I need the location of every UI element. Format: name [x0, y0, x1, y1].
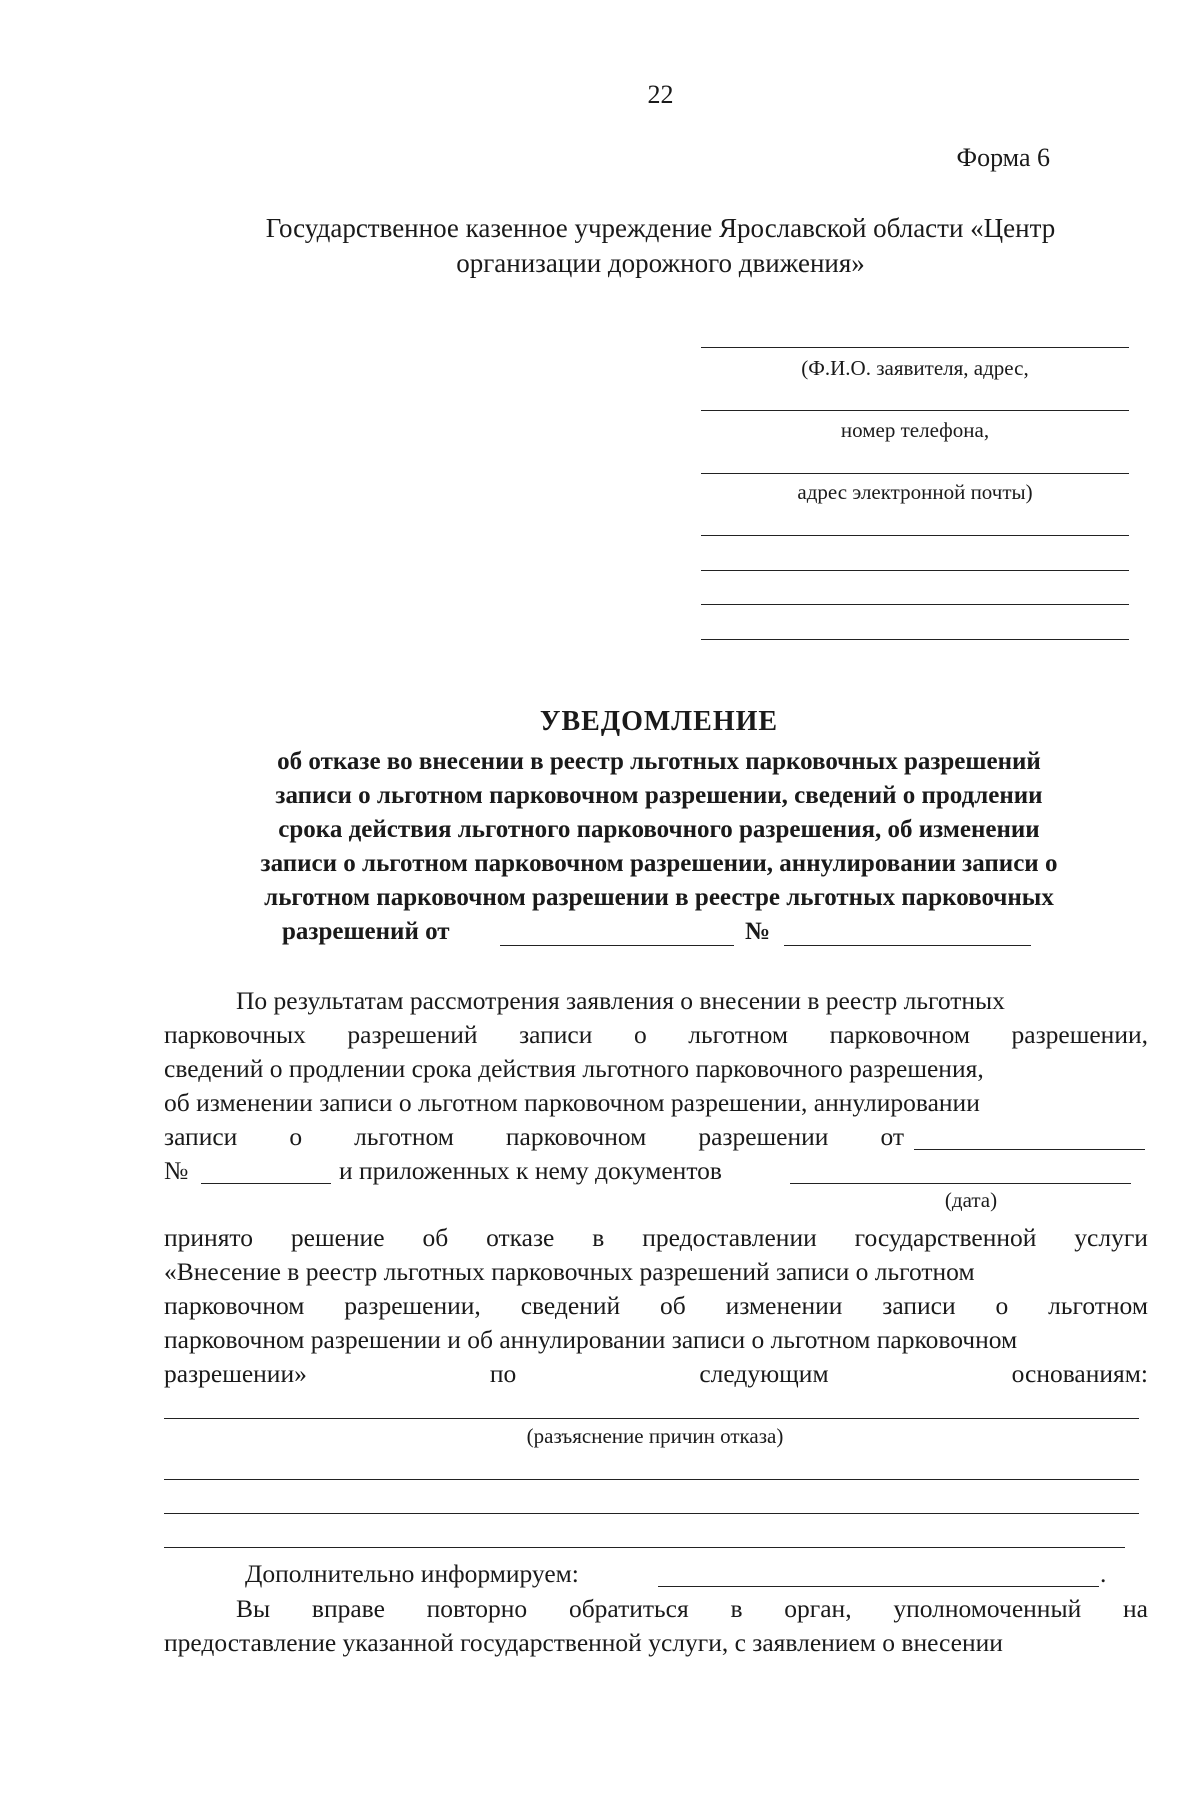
word: обратиться — [568, 1594, 689, 1623]
organization-line-2: организации дорожного движения» — [456, 248, 865, 278]
applicant-blank-line-1 — [701, 535, 1129, 536]
word: льготном — [688, 1020, 789, 1049]
word: на — [1123, 1594, 1148, 1623]
word: записи — [164, 1122, 238, 1151]
body-p2-line-5 — [164, 1359, 1148, 1389]
notice-subtitle-line-5: льготном парковочном разрешении в реестре льготных парковочных — [264, 884, 1054, 911]
body-p1-line-4: об изменении записи о льготном парковочном разрешении, аннулировании — [164, 1088, 980, 1117]
word: в — [592, 1223, 605, 1252]
word: разрешении, — [344, 1291, 481, 1320]
additional-info-label: Дополнительно информируем: — [245, 1559, 579, 1588]
notice-subtitle-line-2: записи о льготном парковочном разрешении, сведений о продлении — [275, 782, 1043, 809]
body-p1-number-sign: № — [164, 1156, 189, 1185]
page-number: 22 — [647, 80, 674, 109]
word: следующим — [699, 1359, 829, 1388]
word: решение — [290, 1223, 385, 1252]
notice-number-blank — [784, 945, 1031, 946]
body-p3-line-2: предоставление указанной государственной услуги, с заявлением о внесении — [164, 1628, 1003, 1657]
reason-line-2 — [164, 1479, 1139, 1480]
applicant-name-line — [701, 347, 1129, 348]
notice-title: УВЕДОМЛЕНИЕ — [539, 706, 779, 737]
documents-blank — [790, 1183, 1131, 1184]
word: разрешений — [347, 1020, 478, 1049]
body-p3-line-1 — [236, 1594, 1148, 1624]
word: повторно — [426, 1594, 528, 1623]
word: льготном — [1048, 1291, 1148, 1320]
applicant-address-line — [701, 410, 1129, 411]
word: о — [633, 1020, 647, 1049]
body-p1-line-1: По результатам рассмотрения заявления о внесении в реестр льготных — [236, 986, 1005, 1015]
word: парковочном — [164, 1291, 305, 1320]
word: уполномоченный — [893, 1594, 1082, 1623]
word: парковочном — [505, 1122, 647, 1151]
word: в — [730, 1594, 743, 1623]
word: льготном — [354, 1122, 454, 1151]
word: государственной — [854, 1223, 1037, 1252]
word: разрешении, — [1011, 1020, 1148, 1049]
body-p1-line-3: сведений о продлении срока действия льготного парковочного разрешения, — [164, 1054, 984, 1083]
body-p2-line-1 — [164, 1223, 1148, 1253]
body-p2-line-4: парковочном разрешении и об аннулировании записи о льготном парковочном — [164, 1325, 1018, 1354]
notice-subtitle-line-6: разрешений от — [282, 918, 450, 945]
reason-caption: (разъяснение причин отказа) — [526, 1424, 784, 1448]
body-p2-line-3 — [164, 1291, 1148, 1321]
reason-line-4 — [164, 1547, 1125, 1548]
word: разрешении» — [164, 1359, 307, 1388]
notice-subtitle-line-1: об отказе во внесении в реестр льготных парковочных разрешений — [277, 748, 1041, 775]
applicant-blank-line-2 — [701, 570, 1129, 571]
notice-subtitle-line-4: записи о льготном парковочном разрешении, аннулировании записи о — [260, 850, 1058, 877]
applicant-caption-name-address: (Ф.И.О. заявителя, адрес, — [801, 356, 1029, 380]
reason-line-1 — [164, 1418, 1139, 1419]
notice-date-blank — [500, 945, 734, 946]
word: принято — [164, 1223, 253, 1252]
applicant-caption-email: адрес электронной почты) — [797, 480, 1033, 504]
applicant-caption-phone: номер телефона, — [840, 418, 990, 442]
form-label: Форма 6 — [956, 143, 1050, 172]
word: об — [660, 1291, 686, 1320]
word: парковочном — [829, 1020, 970, 1049]
word: разрешении — [698, 1122, 829, 1151]
organization-line-1: Государственное казенное учреждение Ярославской области «Центр — [265, 213, 1056, 243]
word: о — [995, 1291, 1009, 1320]
notice-subtitle-line-3: срока действия льготного парковочного разрешения, об изменении — [278, 816, 1040, 843]
word: предоставлении — [642, 1223, 817, 1252]
word: отказе — [486, 1223, 555, 1252]
word: сведений — [520, 1291, 621, 1320]
word: парковочных — [164, 1020, 306, 1049]
word: о — [289, 1122, 303, 1151]
word: об — [422, 1223, 449, 1252]
word: вправе — [311, 1594, 385, 1623]
body-p2-line-2: «Внесение в реестр льготных парковочных разрешений записи о льготном — [164, 1257, 975, 1286]
applicant-blank-line-3 — [701, 604, 1129, 605]
additional-info-period: . — [1100, 1559, 1107, 1588]
word: услуги — [1074, 1223, 1148, 1252]
additional-info-blank — [658, 1586, 1099, 1587]
body-p1-line-6-text: и приложенных к нему документов — [339, 1156, 722, 1185]
date-caption: (дата) — [944, 1188, 998, 1212]
applicant-phone-line — [701, 473, 1129, 474]
word: основаниям: — [1011, 1359, 1148, 1388]
application-date-blank — [914, 1149, 1145, 1150]
notice-number-sign: № — [745, 918, 771, 945]
word: записи — [882, 1291, 956, 1320]
word: от — [880, 1122, 904, 1151]
applicant-blank-line-4 — [701, 639, 1129, 640]
word: записи — [519, 1020, 593, 1049]
body-p1-line-5 — [164, 1122, 904, 1152]
word: по — [489, 1359, 517, 1388]
word: орган, — [784, 1594, 852, 1623]
body-p1-line-2 — [164, 1020, 1148, 1050]
word: Вы — [236, 1594, 271, 1623]
reason-line-3 — [164, 1513, 1139, 1514]
application-number-blank — [201, 1183, 331, 1184]
word: изменении — [725, 1291, 843, 1320]
